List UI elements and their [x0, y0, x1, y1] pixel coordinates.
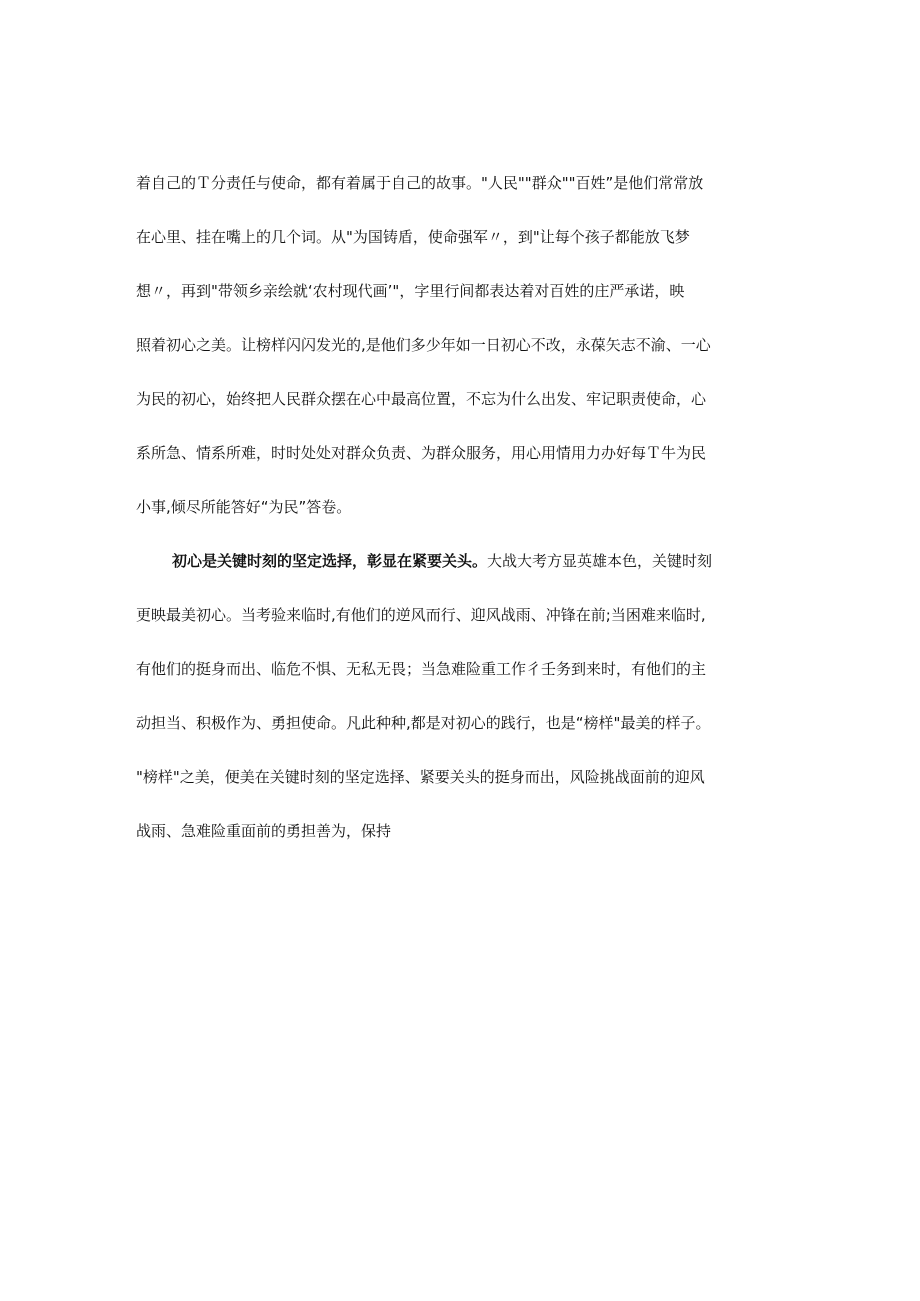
text-line: 着自己的Ｔ分责任与使命，都有着属于自己的故事。"人民""群众""百姓”是他们常常放 — [136, 174, 704, 192]
lead-text: 大战大考方显英雄本色，关键时刻 — [487, 552, 713, 570]
text-line: 更映最美初心。当考验来临时,有他们的逆风而行、迎风战雨、冲锋在前;当困难来临时, — [136, 606, 706, 624]
lead-heading: 初心是关键时刻的坚定选择，彰显在紧要关头。 — [172, 552, 488, 570]
text-line: "榜样"之美，便美在关键时刻的坚定选择、紧要关头的挺身而出，风险挑战面前的迎风 — [136, 768, 705, 786]
text-line: 为民的初心，始终把人民群众摆在心中最高位置，不忘为什么出发、牢记职责使命，心 — [136, 390, 707, 408]
text-line: 系所急、情系所难，时时处处对群众负责、为群众服务，用心用情用力办好每Ｔ牛为民 — [136, 444, 707, 462]
paragraph-1 — [136, 170, 786, 520]
text-line: 有他们的挺身而出、临危不惧、无私无畏；当急难险重工作彳壬务到来时，有他们的主 — [136, 660, 707, 678]
text-line: 小事,倾尽所能答好“为民”答卷。 — [136, 498, 352, 516]
text-line: 照着初心之美。让榜样闪闪发光的,是他们多少年如一日初心不改，永葆矢志不渝、一心 — [136, 336, 711, 354]
paragraph-2 — [136, 548, 786, 844]
text-line: 动担当、积极作为、勇担使命。凡此种种,都是对初心的践行，也是“榜样"最美的样子。 — [136, 714, 711, 732]
lead-line — [136, 548, 786, 574]
text-line: 在心里、挂在嘴上的几个词。从"为国铸盾，使命强军〃，到"让每个孩子都能放飞梦 — [136, 228, 690, 246]
text-line: 战雨、急难险重面前的勇担善为，保持 — [136, 822, 392, 840]
document-body — [136, 170, 786, 844]
text-line: 想〃，再到"带领乡亲绘就‘农村现代画’"，字里行间都表达着对百姓的庄严承诺，映 — [136, 282, 685, 300]
